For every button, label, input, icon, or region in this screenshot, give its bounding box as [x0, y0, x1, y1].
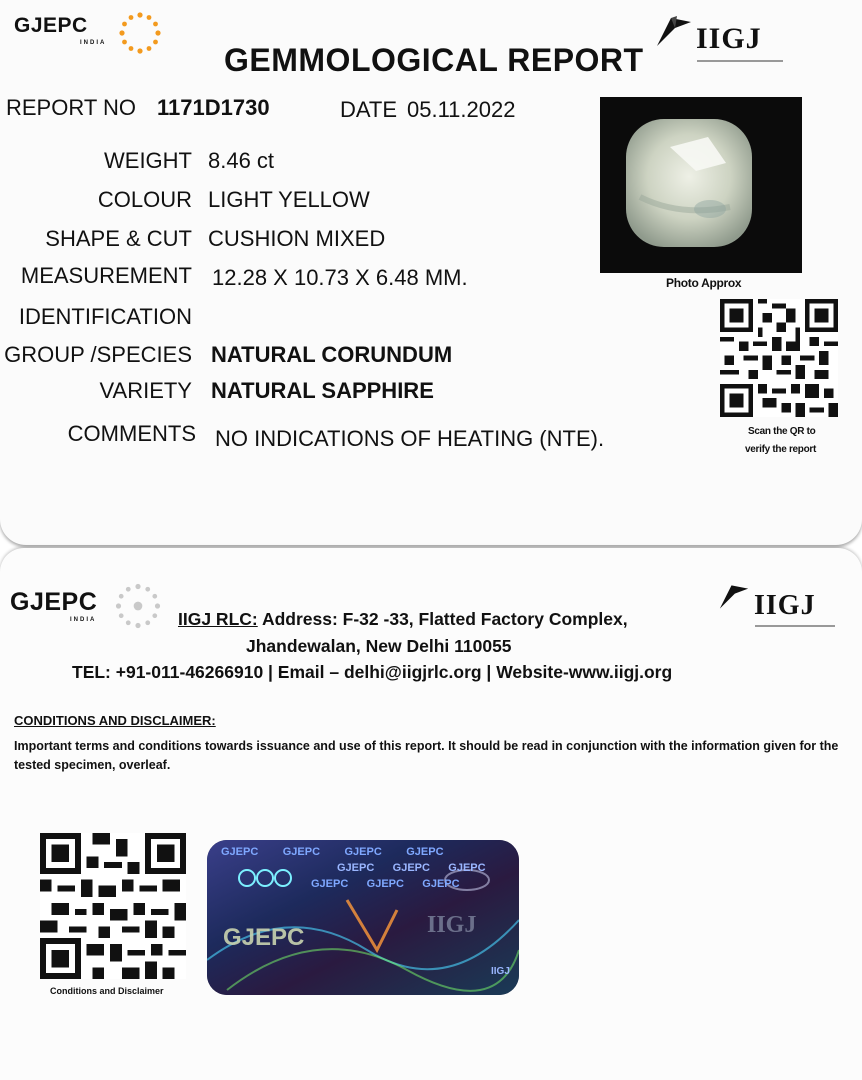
field-variety-value: NATURAL SAPPHIRE	[211, 378, 434, 403]
conditions-text: Important terms and conditions towards issuance and use of this report. It should be read in conjunction with the information given for the tested specimen, overleaf.	[14, 739, 839, 772]
hologram-iigj-small: IIGJ	[491, 966, 510, 977]
report-date-label: DATE	[340, 97, 398, 122]
conditions-qr-code[interactable]	[40, 832, 186, 980]
iigj-logo-back-underline	[755, 625, 835, 627]
field-comments-label: COMMENTS	[67, 421, 196, 446]
gjepc-sunburst-icon	[116, 9, 164, 57]
iigj-logo: IIGJ	[696, 22, 762, 55]
field-weight-value: 8.46 ct	[208, 148, 275, 173]
field-colour-value: LIGHT YELLOW	[208, 187, 370, 212]
hologram-text: GJEPC	[282, 846, 321, 858]
photo-caption: Photo Approx	[666, 276, 742, 290]
hologram-text: GJEPC	[344, 846, 382, 858]
field-variety-label: VARIETY	[99, 378, 192, 403]
report-back-card	[0, 548, 862, 1080]
hologram-text-row-1	[221, 846, 444, 858]
hologram-text: GJEPC	[392, 862, 430, 874]
gjepc-logo-back-subtitle: INDIA	[70, 617, 97, 623]
hologram-text: GJEPC	[406, 846, 444, 858]
iigj-mark-icon	[655, 14, 693, 50]
field-comments-value: NO INDICATIONS OF HEATING (NTE).	[215, 426, 605, 451]
hologram-big-text: GJEPC	[223, 924, 305, 951]
field-shape-cut-value: CUSHION MIXED	[208, 226, 386, 251]
iigj-logo-back: IIGJ	[754, 590, 816, 621]
gjepc-sunburst-faded-icon	[112, 580, 164, 632]
hologram-iigj-text: IIGJ	[427, 912, 477, 938]
field-measurement-value: 12.28 X 10.73 X 6.48 MM.	[212, 265, 468, 290]
address-org: IIGJ RLC:	[178, 609, 258, 629]
qr-caption-line-1: Scan the QR to	[748, 426, 816, 437]
report-number-value: 1171D1730	[157, 95, 270, 120]
hologram-text: GJEPC	[366, 878, 404, 890]
security-hologram	[207, 840, 519, 995]
hologram-text: GJEPC	[422, 878, 460, 890]
hologram-text: GJEPC	[337, 862, 375, 874]
report-number-label: REPORT NO	[6, 95, 136, 120]
gjepc-logo-back: GJEPC	[10, 588, 98, 616]
field-colour-label: COLOUR	[97, 187, 192, 212]
field-group-species-label: GROUP /SPECIES	[4, 342, 192, 367]
hologram-text: GJEPC	[221, 846, 259, 858]
address-line-2: Jhandewalan, New Delhi 110055	[246, 636, 512, 656]
field-measurement-label: MEASUREMENT	[20, 263, 192, 288]
contact-line: TEL: +91-011-46266910 | Email – delhi@iigjrlc.org | Website-www.iigj.org	[72, 662, 673, 682]
field-shape-cut-label: SHAPE & CUT	[45, 226, 192, 251]
report-title: GEMMOLOGICAL REPORT	[224, 42, 644, 78]
conditions-qr-caption: Conditions and Disclaimer	[50, 986, 164, 996]
gjepc-logo-subtitle: INDIA	[80, 40, 107, 46]
qr-caption-line-2: verify the report	[745, 444, 817, 455]
field-identification-label: IDENTIFICATION	[18, 304, 192, 329]
hologram-text-row-2	[337, 862, 486, 874]
hologram-text: GJEPC	[311, 878, 349, 890]
address-line-1	[178, 609, 628, 630]
conditions-heading: CONDITIONS AND DISCLAIMER:	[14, 713, 216, 728]
address-text: Address: F-32 -33, Flatted Factory Complex,	[257, 609, 628, 629]
report-date-value: 05.11.2022	[407, 97, 516, 122]
gjepc-logo: GJEPC	[14, 14, 88, 37]
iigj-logo-underline	[697, 60, 783, 62]
field-weight-label: WEIGHT	[104, 148, 192, 173]
hologram-text: GJEPC	[448, 862, 486, 874]
verify-qr-code[interactable]	[720, 298, 838, 418]
iigj-mark-back-icon	[718, 582, 750, 612]
hologram-text-row-3	[311, 878, 460, 890]
field-group-species-value: NATURAL CORUNDUM	[211, 342, 453, 367]
gem-photo	[600, 97, 802, 273]
